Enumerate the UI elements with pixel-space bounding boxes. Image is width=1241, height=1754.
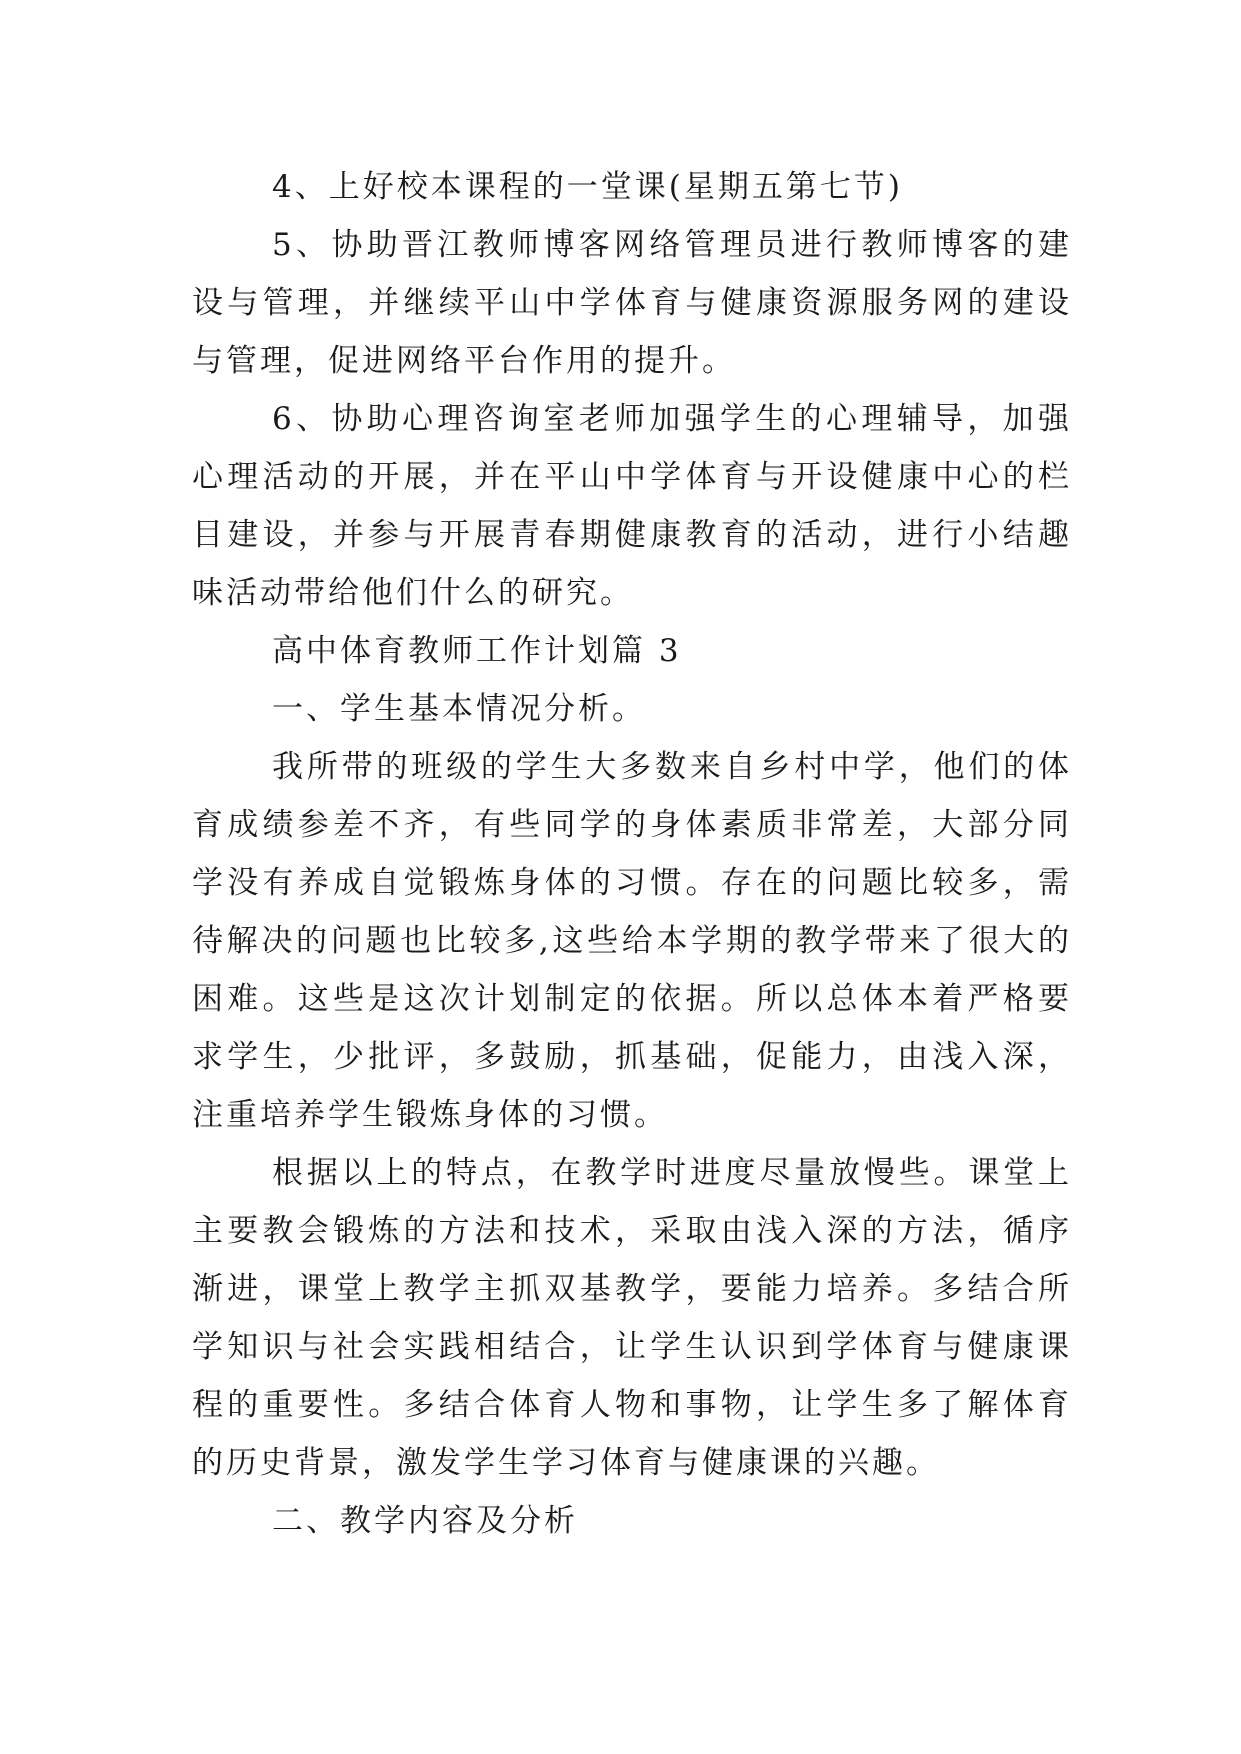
paragraph-item-5: 5、协助晋江教师博客网络管理员进行教师博客的建设与管理，并继续平山中学体育与健康资源服务网的建设与管理，促进网络平台作用的提升。 xyxy=(192,227,1072,379)
heading-teaching-content: 二、教学内容及分析 xyxy=(272,1503,578,1539)
heading-student-analysis: 一、学生基本情况分析。 xyxy=(272,691,646,727)
paragraph-item-4: 4、上好校本课程的一堂课(星期五第七节) xyxy=(272,169,903,205)
document-body xyxy=(192,158,1072,1550)
paragraph-item-6: 6、协助心理咨询室老师加强学生的心理辅导，加强心理活动的开展，并在平山中学体育与开设健康中心的栏目建设，并参与开展青春期健康教育的活动，进行小结趣味活动带给他们什么的研究。 xyxy=(192,401,1072,611)
section-title: 高中体育教师工作计划篇 3 xyxy=(272,633,682,669)
paragraph-teaching-approach: 根据以上的特点，在教学时进度尽量放慢些。课堂上主要教会锻炼的方法和技术，采取由浅入深的方法，循序渐进，课堂上教学主抓双基教学，要能力培养。多结合所学知识与社会实践相结合，让学生认识到学体育与健康课程的重要性。多结合体育人物和事物，让学生多了解体育的历史背景，激发学生学习体育与健康课的兴趣。 xyxy=(192,1155,1072,1481)
paragraph-student-situation: 我所带的班级的学生大多数来自乡村中学，他们的体育成绩参差不齐，有些同学的身体素质非常差，大部分同学没有养成自觉锻炼身体的习惯。存在的问题比较多，需待解决的问题也比较多,这些给本学期的教学带来了很大的困难。这些是这次计划制定的依据。所以总体本着严格要求学生，少批评，多鼓励，抓基础，促能力，由浅入深，注重培养学生锻炼身体的习惯。 xyxy=(192,749,1072,1133)
